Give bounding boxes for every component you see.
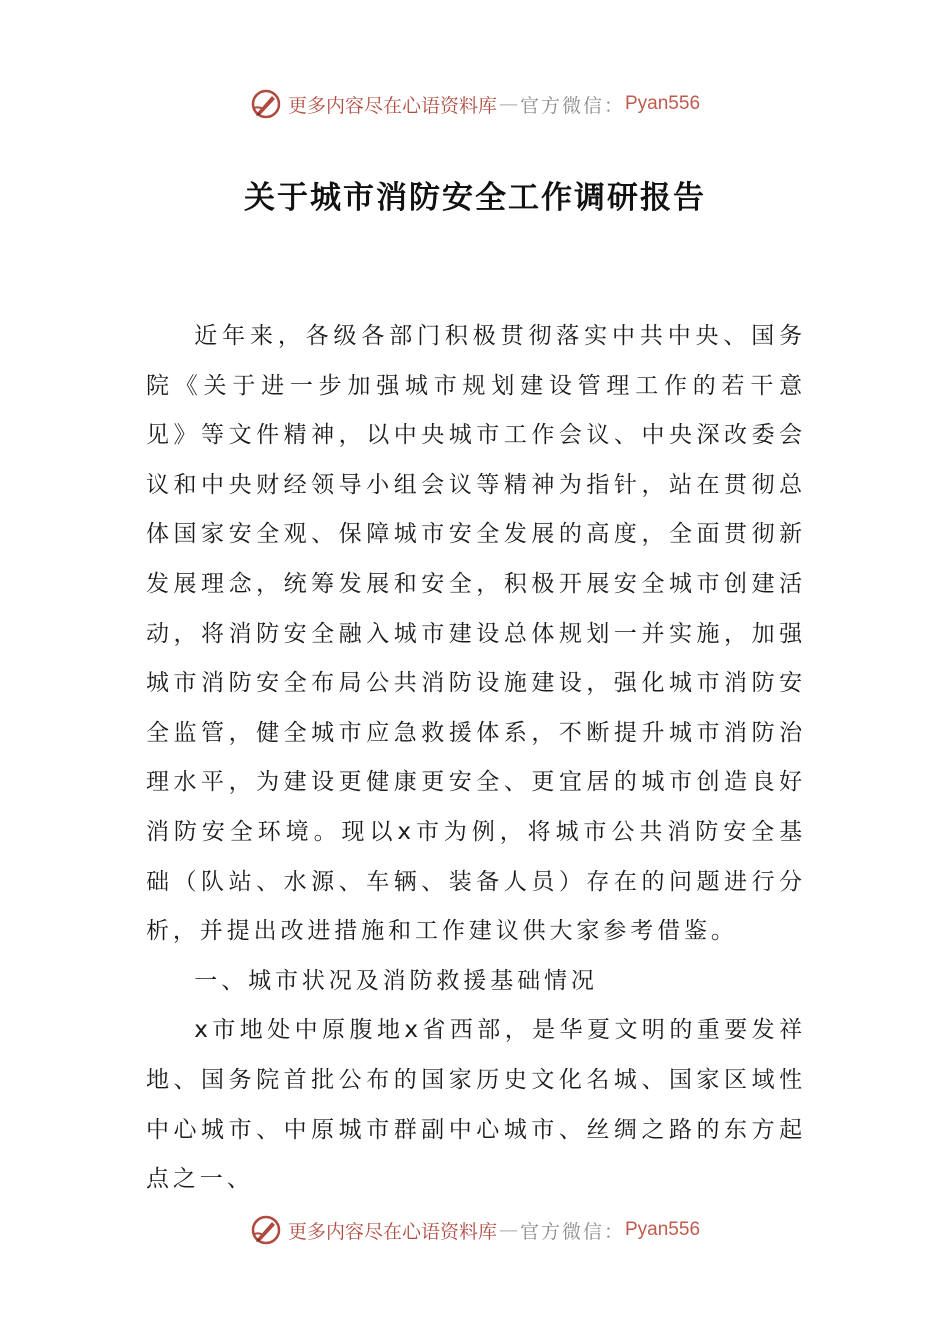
banner-wechat-id: Pyan556: [625, 1219, 701, 1240]
banner-wechat-id: Pyan556: [625, 93, 701, 114]
banner-text: 更多内容尽在心语资料库: [287, 1220, 497, 1243]
banner-dash: —: [498, 1219, 518, 1241]
banner-label: 官方微信：: [519, 1220, 625, 1243]
document-title: 关于城市消防安全工作调研报告: [244, 180, 706, 216]
section-heading: 一、城市状况及消防救援基础情况: [194, 967, 598, 994]
banner-label: 官方微信：: [519, 94, 625, 117]
pen-logo-icon: [250, 88, 282, 120]
pen-logo-icon: [250, 1214, 282, 1246]
banner-dash: —: [498, 93, 518, 115]
document-body: [146, 312, 806, 1205]
paragraph: x市地处中原腹地x省西部，是华夏文明的重要发祥地、国务院首批公布的国家历史文化名城、国家区域性中心城市、中原城市群副中心城市、丝绸之路的东方起点之一、: [146, 1017, 806, 1193]
banner-text: 更多内容尽在心语资料库: [287, 94, 497, 117]
paragraph: 近年来，各级各部门积极贯彻落实中共中央、国务院《关于进一步加强城市规划建设管理工作的若干意见》等文件精神，以中央城市工作会议、中央深改委会议和中央财经领导小组会议等精神为指针，站在贯彻总体国家安全观、保障城市安全发展的高度，全面贯彻新发展理念，统筹发展和安全，积极开展安全城市创建活动，将消防安全融入城市建设总体规划一并实施，加强城市消防安全布局公共消防设施建设，强化城市消防安全监管，健全城市应急救援体系，不断提升城市消防治理水平，为建设更健康更安全、更宜居的城市创造良好消防安全环境。现以x市为例，将城市公共消防安全基础（队站、水源、车辆、装备人员）存在的问题进行分析，并提出改进措施和工作建议供大家参考借鉴。: [146, 323, 806, 945]
footer-banner: [0, 1210, 950, 1250]
header-banner: [0, 84, 950, 124]
